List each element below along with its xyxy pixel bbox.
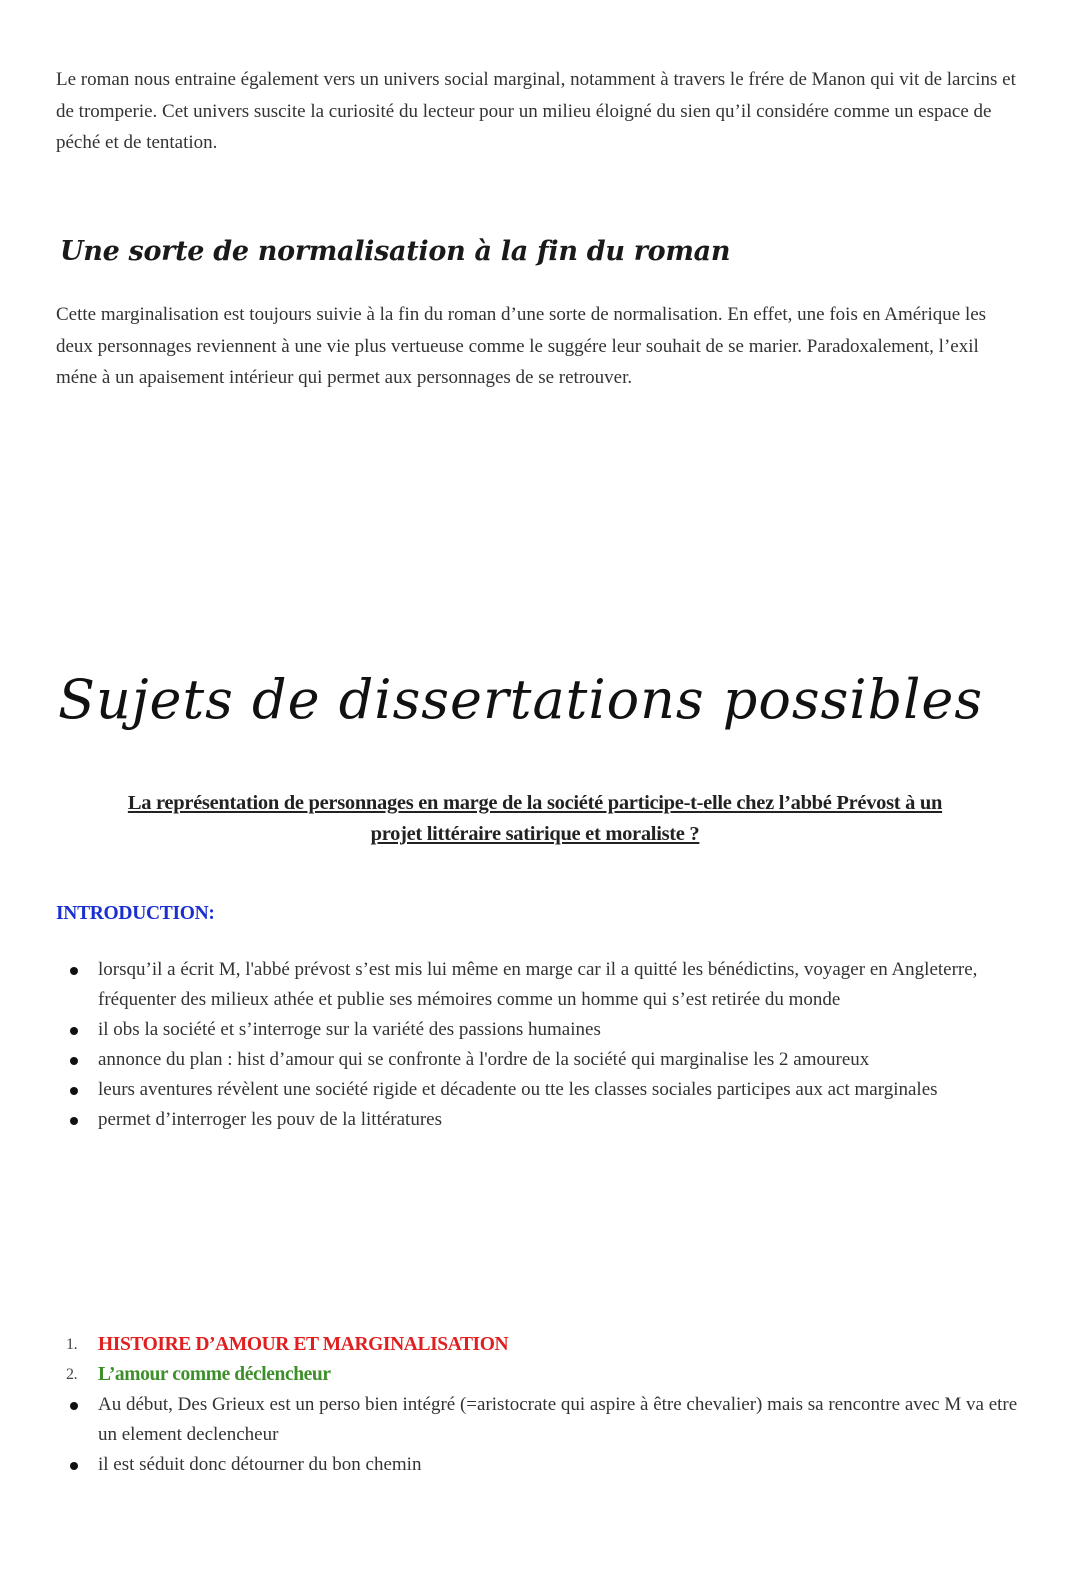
plan-bullet-list <box>56 1390 1021 1480</box>
introduction-bullet-list <box>56 955 1021 1135</box>
list-item-text: leurs aventures révèlent une société rigide et décadente ou tte les classes sociales participes aux act marginales <box>98 1079 938 1100</box>
list-item <box>56 1075 1021 1105</box>
plan-item-amour-declencheur <box>56 1360 1021 1390</box>
bullet-dot-icon <box>70 967 78 975</box>
list-number: 2. <box>66 1366 78 1383</box>
bullet-dot-icon <box>70 1402 78 1410</box>
paragraph-univers-marginal: Le roman nous entraine également vers un univers social marginal, notamment à travers le frére de Manon qui vit de larcins et de tromperie. Cet univers suscite la curiosité du lecteur pour un milieu éloigné du sien qu’il considére comme un espace de péché et de tentation. <box>56 69 1016 153</box>
list-item-text: Au début, Des Grieux est un perso bien intégré (=aristocrate qui aspire à être chevalier) mais sa rencontre avec M va etre un element declencheur <box>98 1394 1018 1445</box>
list-item <box>56 1015 1021 1045</box>
list-item <box>56 1390 1021 1450</box>
list-item-text: il est séduit donc détourner du bon chemin <box>98 1454 422 1475</box>
heading-sujets-dissertations: Sujets de dissertations possibles <box>58 668 984 731</box>
list-item <box>56 1045 1021 1075</box>
bullet-dot-icon <box>70 1462 78 1470</box>
introduction-title: INTRODUCTION: <box>56 903 215 924</box>
bullet-dot-icon <box>70 1027 78 1035</box>
bullet-dot-icon <box>70 1087 78 1095</box>
list-item <box>56 1450 1021 1480</box>
bullet-dot-icon <box>70 1117 78 1125</box>
list-item-text: lorsqu’il a écrit M, l'abbé prévost s’est mis lui même en marge car il a quitté les bénédictins, voyager en Angleterre, fréquenter des milieux athée et publie ses mémoires comme un homme qui s’est retirée du monde <box>98 959 978 1010</box>
list-item <box>56 955 1021 1015</box>
list-number: 1. <box>66 1336 78 1353</box>
plan-item-histoire-amour <box>56 1330 1021 1360</box>
heading-normalisation: Une sorte de normalisation à la fin du roman <box>60 236 731 267</box>
paragraph-normalisation: Cette marginalisation est toujours suivie à la fin du roman d’une sorte de normalisation. En effet, une fois en Amérique les deux personnages reviennent à une vie plus vertueuse comme le suggére leur souhait de se marier. Paradoxalement, l’exil méne à un apaisement intérieur qui permet aux personnages de se retrouver. <box>56 304 987 388</box>
list-item-text: il obs la société et s’interroge sur la variété des passions humaines <box>98 1019 601 1040</box>
plan-item-label: HISTOIRE D’AMOUR ET MARGINALISATION <box>98 1334 509 1355</box>
plan-numbered-list <box>56 1330 1021 1390</box>
list-item-text: annonce du plan : hist d’amour qui se confronte à l'ordre de la société qui marginalise les 2 amoureux <box>98 1049 870 1070</box>
bullet-dot-icon <box>70 1057 78 1065</box>
plan-item-label: L’amour comme déclencheur <box>98 1364 331 1385</box>
question-line-2: projet littéraire satirique et moraliste ? <box>370 823 700 845</box>
question-line-1: La représentation de personnages en marge de la société participe-t-elle chez l’abbé Prévost à un <box>127 792 943 814</box>
list-item <box>56 1105 1021 1135</box>
list-item-text: permet d’interroger les pouv de la littératures <box>98 1109 442 1130</box>
